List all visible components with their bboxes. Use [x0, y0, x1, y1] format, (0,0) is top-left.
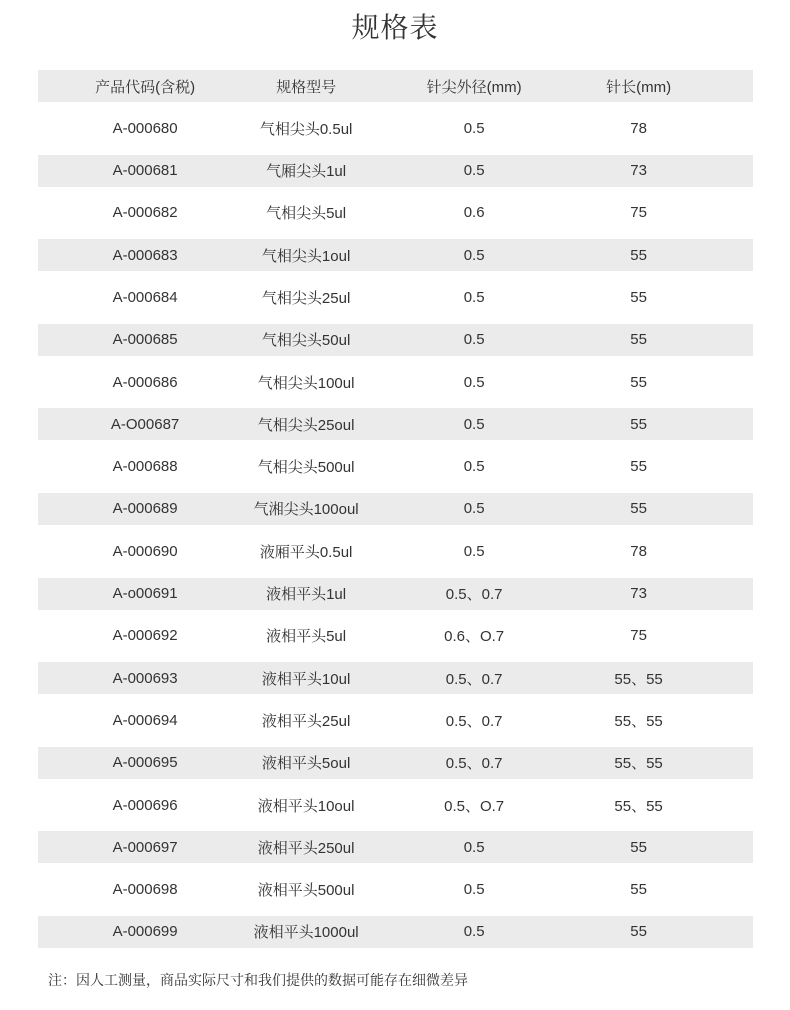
tip-outer-diameter-cell: 0.5: [463, 881, 485, 899]
table-row: [38, 662, 753, 694]
product-code-cell: A-000696: [112, 796, 178, 814]
needle-length-cell: 55、55: [614, 755, 663, 773]
needle-length-cell: 55: [630, 373, 647, 391]
spec-model-cell: 液相平头10oul: [257, 797, 355, 815]
product-code-cell: A-000692: [112, 627, 178, 645]
needle-length-cell: 78: [630, 542, 647, 560]
table-row: [38, 916, 753, 948]
spec-model-cell: 液相平头1000ul: [253, 924, 359, 942]
product-code-cell: A-000684: [112, 288, 178, 306]
table-row: [38, 620, 753, 652]
spec-model-cell: 液相平头25ul: [261, 712, 351, 730]
product-code-cell: A-000689: [112, 500, 178, 518]
needle-length-cell: 75: [630, 204, 647, 222]
spec-model-cell: 液相平头5ul: [266, 628, 347, 646]
table-body: [38, 112, 753, 948]
needle-length-cell: 55: [630, 500, 647, 518]
tip-outer-diameter-cell: 0.6、O.7: [444, 628, 505, 646]
product-code-cell: A-000685: [112, 331, 178, 349]
product-code-cell: A-000693: [112, 669, 178, 687]
header-spec-model: 规格型号: [276, 78, 337, 96]
tip-outer-diameter-cell: 0.5: [463, 923, 485, 941]
spec-model-cell: 气相尖头25ul: [261, 289, 351, 307]
product-code-cell: A-000682: [112, 204, 178, 222]
spec-sheet-page: [0, 13, 790, 1010]
needle-length-cell: 73: [630, 585, 647, 603]
tip-outer-diameter-cell: 0.5: [463, 838, 485, 856]
product-code-cell: A-000683: [112, 246, 178, 264]
table-row: [38, 493, 753, 525]
product-code-cell: A-000690: [112, 542, 178, 560]
needle-length-cell: 75: [630, 627, 647, 645]
tip-outer-diameter-cell: 0.5、0.7: [445, 755, 503, 773]
needle-length-cell: 55: [630, 923, 647, 941]
spec-model-cell: 气湘尖头100oul: [253, 501, 359, 519]
needle-length-cell: 73: [630, 162, 647, 180]
spec-model-cell: 气厢尖头1ul: [266, 163, 347, 181]
spec-model-cell: 气相尖头1oul: [261, 247, 351, 265]
tip-outer-diameter-cell: 0.5: [463, 288, 485, 306]
spec-table: [38, 70, 753, 948]
table-row: [38, 535, 753, 567]
needle-length-cell: 55、55: [614, 712, 663, 730]
product-code-cell: A-000695: [112, 754, 178, 772]
tip-outer-diameter-cell: 0.6: [463, 204, 485, 222]
product-code-cell: A-000699: [112, 923, 178, 941]
tip-outer-diameter-cell: 0.5、0.7: [445, 712, 503, 730]
table-row: [38, 747, 753, 779]
tip-outer-diameter-cell: 0.5: [463, 331, 485, 349]
table-row: [38, 239, 753, 271]
product-code-cell: A-000680: [112, 119, 178, 137]
table-row: [38, 789, 753, 821]
spec-model-cell: 气相尖头5ul: [266, 205, 347, 223]
table-row: [38, 704, 753, 736]
table-row: [38, 281, 753, 313]
needle-length-cell: 55: [630, 415, 647, 433]
spec-model-cell: 气相尖头0.5ul: [259, 120, 353, 138]
spec-model-cell: 气相尖头25oul: [257, 416, 355, 434]
product-code-cell: A-000681: [112, 162, 178, 180]
table-row: [38, 112, 753, 144]
tip-outer-diameter-cell: 0.5: [463, 373, 485, 391]
spec-model-cell: 液相平头1ul: [266, 586, 347, 604]
measurement-disclaimer-note: 注：因人工测量，商品实际尺寸和我们提供的数据可能存在细微差异: [48, 971, 468, 988]
spec-model-cell: 气相尖头50ul: [261, 332, 351, 350]
table-row: [38, 451, 753, 483]
tip-outer-diameter-cell: 0.5、0.7: [445, 670, 503, 688]
needle-length-cell: 78: [630, 119, 647, 137]
table-header-row: [38, 70, 753, 102]
header-tip-outer-diameter: 针尖外径(mm): [426, 78, 522, 96]
needle-length-cell: 55: [630, 288, 647, 306]
table-row: [38, 366, 753, 398]
spec-model-cell: 气相尖头100ul: [257, 374, 355, 392]
needle-length-cell: 55: [630, 838, 647, 856]
table-row: [38, 324, 753, 356]
tip-outer-diameter-cell: 0.5: [463, 415, 485, 433]
tip-outer-diameter-cell: 0.5: [463, 246, 485, 264]
header-needle-length: 针长(mm): [606, 78, 672, 96]
page-title: 规格表: [351, 12, 439, 43]
needle-length-cell: 55: [630, 331, 647, 349]
spec-model-cell: 液厢平头0.5ul: [259, 543, 353, 561]
tip-outer-diameter-cell: 0.5: [463, 458, 485, 476]
tip-outer-diameter-cell: 0.5: [463, 500, 485, 518]
product-code-cell: A-000686: [112, 373, 178, 391]
tip-outer-diameter-cell: 0.5: [463, 119, 485, 137]
product-code-cell: A-000698: [112, 881, 178, 899]
table-row: [38, 155, 753, 187]
spec-model-cell: 液相平头5oul: [261, 755, 351, 773]
tip-outer-diameter-cell: 0.5: [463, 162, 485, 180]
table-row: [38, 197, 753, 229]
table-row: [38, 831, 753, 863]
product-code-cell: A-000688: [112, 458, 178, 476]
needle-length-cell: 55: [630, 458, 647, 476]
needle-length-cell: 55、55: [614, 670, 663, 688]
spec-model-cell: 液相平头250ul: [257, 839, 355, 857]
header-product-code: 产品代码(含税): [95, 78, 196, 96]
table-row: [38, 874, 753, 906]
product-code-cell: A-o00691: [112, 585, 178, 603]
spec-model-cell: 液相平头500ul: [257, 882, 355, 900]
tip-outer-diameter-cell: 0.5、O.7: [444, 797, 505, 815]
tip-outer-diameter-cell: 0.5: [463, 542, 485, 560]
product-code-cell: A-000697: [112, 838, 178, 856]
spec-model-cell: 气相尖头500ul: [257, 459, 355, 477]
table-row: [38, 408, 753, 440]
product-code-cell: A-O00687: [110, 415, 180, 433]
needle-length-cell: 55: [630, 881, 647, 899]
needle-length-cell: 55: [630, 246, 647, 264]
product-code-cell: A-000694: [112, 711, 178, 729]
spec-model-cell: 液相平头10ul: [261, 670, 351, 688]
table-row: [38, 578, 753, 610]
needle-length-cell: 55、55: [614, 797, 663, 815]
tip-outer-diameter-cell: 0.5、0.7: [445, 586, 503, 604]
